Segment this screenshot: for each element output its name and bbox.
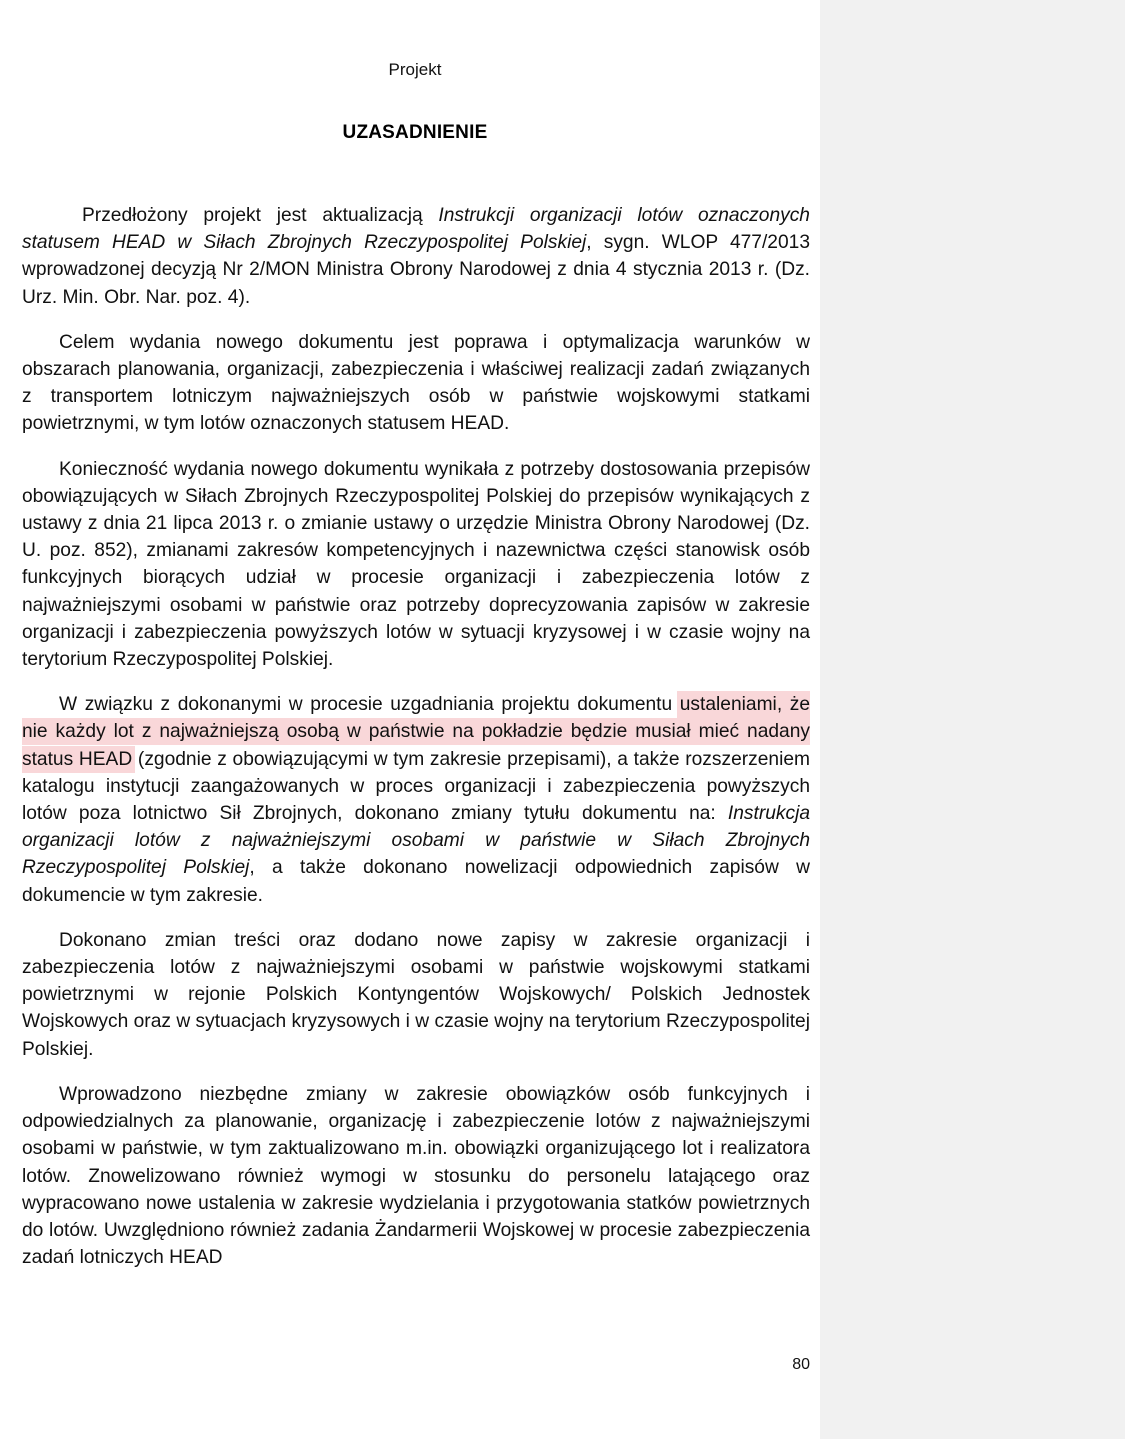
paragraph-4-italic-title: Instrukcja organizacji lotów z najważniejszymi osobami w państwie w Siłach Zbrojnych Rzeczypospolitej Polskiej	[22, 803, 810, 879]
paragraph-1-italic-title: Instrukcji organizacji lotów oznaczonych statusem HEAD w Siłach Zbrojnych Rzeczypospolitej Polskiej	[22, 205, 810, 254]
draft-label: Projekt	[388, 60, 442, 79]
page-number: 80	[792, 1356, 810, 1373]
paragraph-4	[22, 691, 810, 909]
document-body	[22, 202, 810, 1289]
paragraph-5: Dokonano zmian treści oraz dodano nowe zapisy w zakresie organizacji i zabezpieczenia lotów z najważniejszymi osobami w państwie wojskowymi statkami powietrznymi w rejonie Polskich Kontyngentów Wojskowych/ Polskich Jednostek Wojskowych oraz w sytuacjach kryzysowych i w czasie wojny na terytorium Rzeczypospolitej Polskiej.	[22, 929, 810, 1060]
paragraph-3: Konieczność wydania nowego dokumentu wynikała z potrzeby dostosowania przepisów obowiązujących w Siłach Zbrojnych Rzeczypospolitej Polskiej do przepisów wynikających z ustawy z dnia 21 lipca 2013 r. o zmianie ustawy o urzędzie Ministra Obrony Narodowej (Dz. U. poz. 852), zmianami zakresów kompetencyjnych i nazewnictwa części stanowisk osób funkcyjnych biorących udział w procesie organizacji i zabezpieczenia lotów z najważniejszymi osobami w państwie oraz potrzeby doprecyzowania zapisów w zakresie organizacji i zabezpieczenia powyższych lotów w sytuacji kryzysowej i w czasie wojny na terytorium Rzeczypospolitej Polskiej.	[22, 458, 810, 671]
paragraph-4-text-a: W związku z dokonanymi w procesie uzgadniania projektu dokumentu	[59, 694, 680, 716]
paragraph-4-text-b: (zgodnie z obowiązującymi w tym zakresie przepisami), a także rozszerzeniem katalogu instytucji zaangażowanych w proces organizacji i zabezpieczenia powyższych lotów poza lotnictwo Sił Zbrojnych, dokonano zmiany tytułu dokumentu na:	[22, 748, 810, 825]
paragraph-1-text-c: , sygn. WLOP 477/2013 wprowadzonej decyzją Nr 2/MON Ministra Obrony Narodowej z dnia 4 stycznia 2013 r. (Dz. Urz. Min. Obr. Nar. poz. 4).	[22, 232, 810, 308]
paragraph-2: Celem wydania nowego dokumentu jest poprawa i optymalizacja warunków w obszarach planowania, organizacji, zabezpieczenia i właściwej realizacji zadań związanych z transportem lotniczym najważniejszych osób w państwie wojskowymi statkami powietrznymi, w tym lotów oznaczonych statusem HEAD.	[22, 331, 810, 435]
paragraph-1	[22, 202, 810, 311]
side-pane	[820, 0, 1125, 1439]
page-title: UZASADNIENIE	[342, 122, 488, 143]
paragraph-6: Wprowadzono niezbędne zmiany w zakresie obowiązków osób funkcyjnych i odpowiedzialnych za planowanie, organizację i zabezpieczenie lotów z najważniejszymi osobami w państwie, w tym zaktualizowano m.in. obowiązki organizującego lot i realizatora lotów. Znowelizowano również wymogi w stosunku do personelu latającego oraz wypracowano nowe ustalenia w zakresie wydzielania i przygotowania statków powietrznych do lotów. Uwzględniono również zadania Żandarmerii Wojskowej w procesie zabezpieczenia zadań lotniczych HEAD	[22, 1083, 810, 1269]
highlighted-text: ustaleniami, że nie każdy lot z najważniejszą osobą w państwie na pokładzie będzie musiał mieć nadany status HEAD	[22, 694, 811, 770]
paragraph-1-text-a: Przedłożony projekt jest aktualizacją	[82, 205, 439, 226]
paragraph-4-text-c: , a także dokonano nowelizacji odpowiednich zapisów w dokumencie w tym zakresie.	[22, 857, 811, 906]
